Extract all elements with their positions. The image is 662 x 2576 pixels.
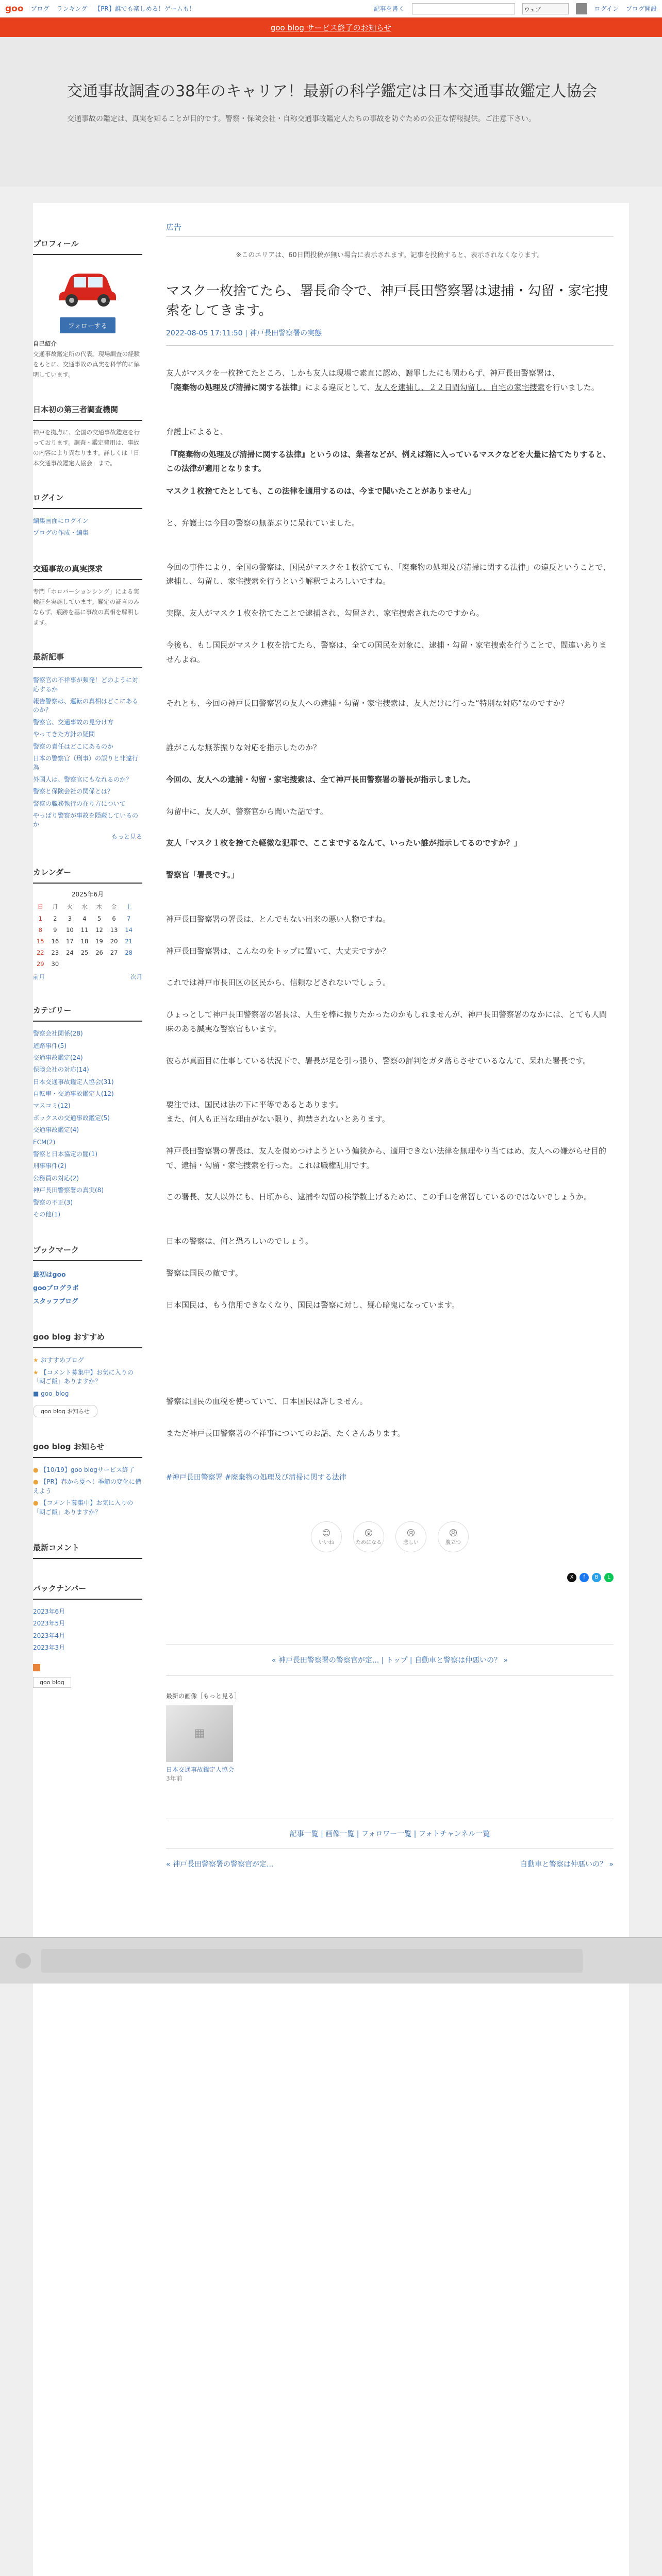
bookmark-title: ブックマーク: [33, 1238, 142, 1261]
latest-comment-title: 最新コメント: [33, 1536, 142, 1559]
category-link[interactable]: 自転車・交通事故鑑定人(12): [33, 1090, 114, 1098]
research-section: [33, 557, 142, 628]
cal-head: 日: [37, 903, 44, 911]
association-section: [33, 398, 142, 469]
cal-day: 21: [125, 938, 133, 945]
thumbnail-date: 3年前: [166, 1774, 183, 1782]
osusume-section: [33, 1325, 142, 1417]
profile-title: プロフィール: [33, 232, 142, 255]
paragraph: [166, 381, 614, 395]
paragraph: ひょっとして神戸長田警察署の署長は、人生を棒に振りたかったのかもしれませんが、神戸長田警察署のなかには、とても人間味のある誠実な警察官もいます。: [166, 1010, 607, 1033]
paragraph: 神戸長田警察署の署長は、とんでもない出来の悪い人物ですね。: [166, 914, 391, 924]
backnumber-link[interactable]: 2023年6月: [33, 1607, 65, 1615]
category-link[interactable]: 道路事件(5): [33, 1042, 67, 1049]
paragraph: これでは神戸市長田区の区民から、信頼などされないでしょう。: [166, 978, 391, 988]
cal-day: 28: [125, 949, 133, 957]
recent-post-link[interactable]: 報告警察は、運転の真相はどこにあるのか？: [33, 698, 139, 714]
article-tags[interactable]: #神戸長田警察署 #廃棄物の処理及び清掃に関する法律: [166, 1473, 346, 1482]
recent-post-link[interactable]: 警察と保険会社の関係とは？: [33, 788, 114, 795]
bookmark-link[interactable]: スタッフブログ: [33, 1297, 78, 1306]
cal-day: 4: [82, 915, 87, 923]
cal-day: 3: [68, 915, 72, 923]
bookmark-link[interactable]: gooブログラボ: [33, 1284, 79, 1292]
cal-day: 20: [110, 938, 118, 945]
recent-post-link[interactable]: 外国人は、警察官にもなれるのか？: [33, 775, 133, 783]
paragraph: 神戸長田警察署の署長は、友人を傷めつけようという偏狭から、適用できない法律を無理やり当てはめ、友人への嫌がらせ目的で、逮捕・勾留・家宅捜索を行った。これは職権乱用です。: [166, 1146, 606, 1170]
paragraph: 弁護士によると、: [166, 427, 228, 436]
research-text: 专門「ホロバーションシング」による実検証を実施しています。鑑定の証言のみならず、痕跡を基に事故の真相を解明します。: [33, 587, 140, 626]
reaction-label: いいね: [319, 1539, 334, 1546]
recent-post-link[interactable]: 警察の職務執行の在り方について: [33, 800, 126, 807]
law-name: 「廃棄物の処理及び清掃に関する法律」: [166, 383, 306, 393]
facebook-share-icon[interactable]: f: [580, 1573, 589, 1582]
category-title: カテゴリー: [33, 998, 142, 1022]
bookmark-link[interactable]: 最初はgoo: [33, 1270, 66, 1279]
page-body: [33, 203, 629, 2576]
ad-banner-placeholder[interactable]: [41, 1949, 583, 1973]
paragraph: 日本の警察は、何と恐ろしいのでしょう。: [166, 1236, 313, 1246]
recent-post-link[interactable]: 警察官、交通事故の見分け方: [33, 718, 114, 726]
cal-day: 14: [125, 926, 133, 934]
paragraph: 日本国民は、もう信用できなくなり、国民は警察に対し、疑心暗鬼になっています。: [166, 1300, 459, 1310]
category-link[interactable]: 交通事故鑑定(24): [33, 1054, 83, 1061]
twitter-icon: ■: [33, 1389, 41, 1397]
association-text: 神戸を拠点に、全国の交通事故鑑定を行っております。調査・鑑定費用は、事故の内容により異なります。詳しくは「日本交通事故鑑定人協会」まで。: [33, 428, 140, 467]
notice-link[interactable]: 【PR】春から夏へ！季節の変化に備えよう: [33, 1478, 141, 1495]
paragraph: 今回の事件により、全国の警察は、国民がマスクを１枚捨てても、「廃棄物の処理及び清掃に関する法律」の違反ということで、逮捕し、勾留し、家宅捜索を行うという解釈でよろしいですね。: [166, 562, 611, 586]
cal-day: 19: [95, 938, 103, 945]
recent-post-link[interactable]: 日本の警察官（刑事）の誤りと非違行為: [33, 755, 139, 771]
calendar-table: [33, 901, 136, 970]
cal-day: 24: [66, 949, 74, 957]
sidebar: [33, 203, 142, 2576]
footer-links[interactable]: 記事一覧 | 画像一覧 | フォロワー一覧 | フォトチャンネル一覧: [166, 1819, 614, 1849]
dialogue-line: 警察官「署長です。」: [166, 870, 239, 880]
recent-posts-section: [33, 645, 142, 843]
cal-day: 16: [51, 938, 59, 945]
paragraph: 今回の、友人への逮捕・勾留・家宅捜索は、全て神戸長田警察署の署長が指示しました。: [166, 774, 475, 784]
search-input[interactable]: [412, 3, 515, 14]
cal-day: 18: [80, 938, 89, 945]
recent-post-link[interactable]: 警察の責任はどこにあるのか: [33, 742, 114, 750]
bell-icon: ●: [33, 1499, 41, 1507]
paragraph: 警察は国民の血税を使っていて、日本国民は許しません。: [166, 1397, 368, 1406]
notice-title: goo blog お知らせ: [33, 1435, 142, 1458]
text: を行いました。: [544, 383, 599, 393]
cal-day: 8: [38, 926, 42, 934]
inactivity-notice: ※このエリアは、60日間投稿が無い場合に表示されます。記事を投稿すると、表示されなくなります。: [236, 251, 544, 259]
help-link[interactable]: ブログ開設: [625, 5, 657, 12]
nav-link-pr[interactable]: 【PR】誰でも楽しめる！ゲームも！: [94, 5, 195, 12]
cal-day: 12: [95, 926, 103, 934]
prev-article-link[interactable]: « 神戸長田警察署の警察官が定...: [166, 1860, 274, 1869]
category-link[interactable]: 神戸長田警察署の真実(8): [33, 1187, 104, 1194]
category-link[interactable]: 交通事故鑑定(4): [33, 1126, 79, 1134]
main-content: [142, 203, 629, 2576]
osusume-title: goo blog おすすめ: [33, 1325, 142, 1348]
notice-link[interactable]: 【10/19】goo blogサービス終了: [40, 1466, 135, 1473]
cal-head: 月: [52, 903, 58, 911]
backnumber-link[interactable]: 2023年4月: [33, 1632, 65, 1639]
paragraph: 友人がマスクを一枚捨てたところ、しかも友人は現場で素直に認め、謝罪したにも関わらず、神戸長田警察署は、: [166, 368, 560, 378]
self-intro-title: 自己紹介: [33, 340, 57, 347]
category-link[interactable]: 公務員の対応(2): [33, 1174, 79, 1182]
category-link[interactable]: ECM(2): [33, 1138, 56, 1146]
category-link[interactable]: 警察の不正(3): [33, 1198, 73, 1206]
cal-day: 27: [110, 949, 118, 957]
x-share-icon[interactable]: X: [567, 1573, 576, 1582]
osusume-link[interactable]: goo_blog: [41, 1389, 69, 1397]
cal-day: 2: [53, 915, 57, 923]
osusume-link[interactable]: 【コメント募集中】お気に入りの「朝ご飯」ありますか？: [33, 1368, 134, 1385]
paragraph: 誰がこんな無茶振りな対応を指示したのか？: [166, 743, 321, 753]
paragraph: 警察は国民の敵です。: [166, 1268, 243, 1278]
line-share-icon[interactable]: L: [604, 1573, 614, 1582]
cal-day: 7: [127, 915, 131, 923]
nav-link-ranking[interactable]: ランキング: [56, 5, 88, 12]
cal-day: 26: [95, 949, 103, 957]
top-navigation: [0, 0, 662, 18]
osusume-link[interactable]: おすすめブログ: [40, 1357, 84, 1364]
dialogue-line: 友人「マスク１枚を捨てた軽微な犯罪で、ここまでするなんて、いったい誰が指示してるのですか？」: [166, 838, 522, 848]
cal-day: 22: [36, 949, 44, 957]
cal-day: 25: [80, 949, 89, 957]
recent-posts-list: [33, 674, 142, 843]
star-icon: ★: [33, 1357, 41, 1364]
paragraph: 彼らが真面目に仕事している状況下で、署長が足を引っ張り、警察の評判をガタ落ちさせているなんて、呆れた署長です。: [166, 1056, 591, 1065]
recent-post-link[interactable]: やっぱり警察が事故を隠蔽しているのか: [33, 811, 139, 828]
category-link[interactable]: 刑事事件(2): [33, 1162, 67, 1170]
cal-head: 水: [81, 903, 88, 911]
recent-images: [166, 1691, 614, 1783]
cal-day: 30: [51, 960, 59, 968]
paragraph: この署長、友人以外にも、日頃から、逮捕や勾留の検挙数上げるために、この手口を常習しているのではないでしょうか。: [166, 1192, 592, 1202]
cal-day: 6: [112, 915, 116, 923]
paragraph: 要注では、国民は法の下に平等であるとあります。: [166, 1100, 343, 1110]
category-link[interactable]: 日本交通事故鑑定人協会(31): [33, 1078, 114, 1086]
reaction-buttons: [166, 1521, 614, 1552]
profile-section: [33, 232, 142, 380]
backnumber-section: [33, 1577, 142, 1688]
cal-day: 29: [36, 960, 44, 968]
next-article-link[interactable]: 自動車と警察は仲悪いの？ »: [520, 1860, 614, 1869]
profile-avatar: [33, 263, 142, 311]
category-section: [33, 998, 142, 1221]
recent-post-link[interactable]: 警察官の不祥事が頻発！どのように対応するか: [33, 676, 139, 693]
recent-images-label[interactable]: 最新の画像［もっと見る］: [166, 1692, 241, 1700]
blog-create-link[interactable]: ブログの作成・編集: [33, 529, 89, 537]
share-buttons: [166, 1573, 614, 1582]
calendar-title: カレンダー: [33, 860, 142, 884]
service-announcement[interactable]: [0, 18, 662, 37]
category-link[interactable]: 警察会社関係(28): [33, 1030, 83, 1038]
recent-posts-title: 最新記事: [33, 645, 142, 668]
bell-icon: ●: [33, 1478, 41, 1486]
surprise-icon: 😲: [364, 1528, 373, 1538]
rss-icon[interactable]: [33, 1664, 40, 1671]
notice-link[interactable]: 【コメント募集中】お気に入りの「朝ご飯」ありますか？: [33, 1499, 134, 1516]
cal-day: 23: [51, 949, 59, 957]
cal-head: 金: [111, 903, 117, 911]
paragraph: それとも、今回の神戸長田警察署の友人への逮捕・勾留・家宅捜索は、友人だけに行った“特別な対応”なのですか？: [166, 699, 569, 708]
blog-header: [0, 37, 662, 187]
search-scope-select[interactable]: ウェブ: [522, 3, 569, 14]
cal-day: 5: [97, 915, 102, 923]
goo-blog-badge[interactable]: goo blog お知らせ: [33, 1405, 97, 1417]
cal-day: 10: [66, 926, 74, 934]
login-section: [33, 486, 142, 539]
goo-logo[interactable]: goo: [5, 3, 24, 14]
research-title: 交通事故の真実探求: [33, 557, 142, 580]
edit-login-link[interactable]: 編集画面にログイン: [33, 517, 89, 524]
reaction-label: ためになる: [356, 1539, 382, 1546]
self-intro: 交通事故鑑定所の代表。現場調査の経験をもとに、交通事故の真実を科学的に解明しています。: [33, 350, 140, 379]
bottom-navigation: [166, 1859, 614, 1869]
backnumber-title: バックナンバー: [33, 1577, 142, 1600]
follow-button[interactable]: フォローする: [60, 317, 116, 333]
reaction-like-button[interactable]: [311, 1521, 342, 1552]
image-thumbnail[interactable]: ▦: [166, 1705, 233, 1762]
article-meta[interactable]: 2022-08-05 17:11:50 | 神戸長田警察署の実態: [166, 329, 322, 338]
paragraph: と、弁護士は今回の警察の無茶ぶりに呆れていました。: [166, 518, 360, 528]
paragraph: まただ神戸長田警察署の不祥事についてのお話、たくさんあります。: [166, 1429, 405, 1438]
paragraph: 勾留中に、友人が、警察官から聞いた話です。: [166, 806, 328, 816]
notice-section: [33, 1435, 142, 1518]
cal-day: 1: [38, 915, 42, 923]
paragraph: 神戸長田警察署は、こんなのをトップに置いて、大丈夫ですか？: [166, 946, 390, 956]
sticky-ad-overlay[interactable]: [0, 1937, 662, 1984]
ad-placeholder-icon: [15, 1953, 31, 1969]
nav-link-blog[interactable]: ブログ: [30, 5, 49, 12]
angry-icon: 😠: [449, 1528, 458, 1538]
calendar-section: [33, 860, 142, 981]
paragraph: 実際、友人がマスク１枚を捨てたことで逮捕され、勾留され、家宅捜索されたのですから。: [166, 608, 484, 618]
reaction-label: 悲しい: [403, 1539, 419, 1546]
recent-post-link[interactable]: やってきた方針の疑問: [33, 731, 95, 738]
calendar-prev[interactable]: 前月: [33, 973, 45, 981]
sad-icon: 😢: [406, 1528, 416, 1538]
announcement-text[interactable]: goo blog サービス終了のお知らせ: [270, 23, 392, 32]
category-link[interactable]: その他(1): [33, 1211, 60, 1218]
cal-day: 15: [36, 938, 44, 945]
text: による違反として、: [305, 383, 375, 393]
backnumber-link[interactable]: 2023年5月: [33, 1620, 65, 1628]
article-pager[interactable]: « 神戸長田警察署の警察官が定... | トップ | 自動車と警察は仲悪いの？ »: [166, 1644, 614, 1676]
footer-goo-badge[interactable]: goo blog: [33, 1677, 71, 1688]
quote-paragraph: マスク１枚捨てたとしても、この法律を適用するのは、今まで聞いたことがありません」: [166, 486, 476, 496]
reaction-angry-button[interactable]: [438, 1521, 469, 1552]
cal-day: 13: [110, 926, 118, 934]
cal-head: 土: [125, 903, 132, 911]
recent-more-link[interactable]: もっと見る: [111, 833, 142, 840]
category-link[interactable]: 警察と日本協定の闇(1): [33, 1150, 97, 1158]
login-title: ログイン: [33, 486, 142, 509]
bookmark-section: [33, 1238, 142, 1308]
reaction-sad-button[interactable]: [395, 1521, 426, 1552]
category-list: [33, 1028, 142, 1221]
write-post-link[interactable]: 記事を書く: [373, 5, 405, 12]
category-link[interactable]: ボックスの交通事故鑑定(5): [33, 1114, 110, 1122]
reaction-label: 腹立つ: [445, 1539, 461, 1546]
blog-title[interactable]: 交通事故調査の38年のキャリア！最新の科学鑑定は日本交通事故鑑定人協会: [67, 82, 598, 100]
ad-label: 広告: [166, 222, 614, 237]
paragraph: また、何人も正当な理由がない限り、拘禁されないとあります。: [166, 1114, 390, 1124]
latest-comment-section: [33, 1536, 142, 1559]
article-body: [166, 366, 614, 1441]
calendar-next[interactable]: 次月: [130, 973, 142, 981]
search-icon[interactable]: [576, 3, 587, 14]
association-title: 日本初の第三者調査機関: [33, 398, 142, 421]
smile-icon: 😊: [322, 1528, 331, 1538]
category-link[interactable]: 保険会社の対応(14): [33, 1066, 89, 1074]
cal-head: 木: [96, 903, 103, 911]
bell-icon: ●: [33, 1466, 41, 1473]
car-icon: [54, 263, 121, 310]
thumbnail-caption[interactable]: 日本交通事故鑑定人協会: [166, 1766, 235, 1773]
star-icon: ★: [33, 1368, 41, 1376]
cal-head: 火: [67, 903, 73, 911]
cal-day: 9: [53, 926, 57, 934]
login-link[interactable]: ログイン: [594, 5, 619, 12]
cal-day: 17: [66, 938, 74, 945]
cal-day: 11: [80, 926, 89, 934]
article-title[interactable]: マスク一枚捨てたら、署長命令で、神戸長田警察署は逮捕・勾留・家宅捜索をしてきます。: [166, 283, 608, 318]
paragraph: 今後も、もし国民がマスク１枚を捨てたら、警察は、全ての国民を対象に、逮捕・勾留・家宅捜索を行うことで、間違いありませんよね。: [166, 640, 607, 664]
highlight-text: 友人を逮捕し、２２日間勾留し、自宅の家宅捜索: [374, 383, 545, 393]
backnumber-link[interactable]: 2023年3月: [33, 1644, 65, 1652]
quote-paragraph: 「『廃棄物の処理及び清掃に関する法律』というのは、業者などが、例えば箱に入っているマスクなどを大量に捨てたりすると、この法律が適用となります。: [166, 449, 611, 473]
hatena-share-icon[interactable]: B: [592, 1573, 601, 1582]
blog-description: 交通事故の鑑定は、真実を知ることが目的です。警察・保険会社・自称交通事故鑑定人たちの事故を防ぐための公正な情報提供。ご注意下さい。: [67, 115, 536, 123]
calendar-month: 2025年6月: [71, 891, 104, 899]
category-link[interactable]: マスコミ(12): [33, 1102, 71, 1110]
reaction-useful-button[interactable]: [353, 1521, 384, 1552]
